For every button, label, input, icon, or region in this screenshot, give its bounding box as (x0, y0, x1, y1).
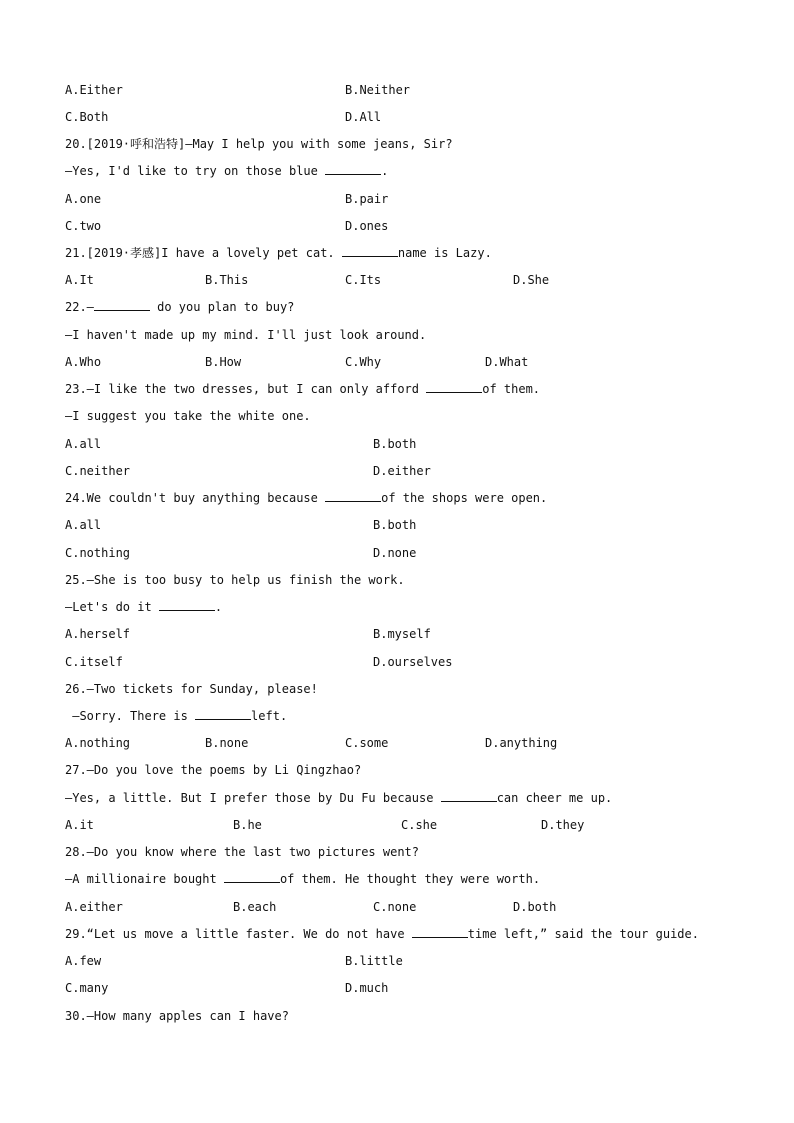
q26-reply (65, 708, 287, 724)
q28-option-a: A.either (65, 900, 123, 914)
q21-option-a: A.It (65, 273, 94, 287)
q20-option-b: B.pair (345, 192, 389, 206)
q20-option-c: C.two (65, 219, 102, 233)
q24-option-a: A.all (65, 518, 102, 532)
q23-option-c: C.neither (65, 464, 131, 478)
q23-stem-post: of them. (482, 382, 541, 396)
q19-option-c: C.Both (65, 110, 109, 124)
q25-option-b: B.myself (373, 627, 431, 641)
answer-blank (426, 381, 482, 393)
q26-option-a: A.nothing (65, 736, 131, 750)
q28-reply-post: of them. He thought they were worth. (279, 872, 541, 886)
q27-stem: 27.—Do you love the poems by Li Qingzhao? (65, 763, 362, 777)
q26-reply-pre: —Sorry. There is (65, 709, 196, 723)
q24-option-d: D.none (373, 546, 417, 560)
q26-option-d: D.anything (485, 736, 558, 750)
q22-option-b: B.How (205, 355, 242, 369)
answer-blank (195, 708, 251, 720)
q20-option-d: D.ones (345, 219, 389, 233)
q29-option-d: D.much (345, 981, 389, 995)
q21-stem-pre: 21.[2019·孝感]I have a lovely pet cat. (65, 246, 342, 260)
q19-option-d: D.All (345, 110, 382, 124)
q25-option-c: C.itself (65, 655, 123, 669)
q20-option-a: A.one (65, 192, 102, 206)
q29-stem (65, 926, 699, 942)
q24-option-b: B.both (373, 518, 417, 532)
q23-stem-pre: 23.—I like the two dresses, but I can only afford (65, 382, 427, 396)
answer-blank (412, 926, 468, 938)
q23-option-b: B.both (373, 437, 417, 451)
q27-option-d: D.they (541, 818, 585, 832)
q20-reply-post: . (381, 164, 389, 178)
q28-option-c: C.none (373, 900, 417, 914)
q28-reply (65, 871, 540, 887)
q21-option-c: C.Its (345, 273, 382, 287)
q23-option-d: D.either (373, 464, 431, 478)
q27-option-b: B.he (233, 818, 262, 832)
q22-stem-pre: 22.— (65, 300, 94, 314)
q22-option-a: A.Who (65, 355, 102, 369)
q21-option-b: B.This (205, 273, 249, 287)
answer-blank (325, 490, 381, 502)
q24-option-c: C.nothing (65, 546, 131, 560)
q27-option-c: C.she (401, 818, 438, 832)
answer-blank (159, 599, 215, 611)
q23-reply: —I suggest you take the white one. (65, 409, 311, 423)
q29-stem-pre: 29.“Let us move a little faster. We do not have (65, 927, 412, 941)
q22-stem (65, 299, 294, 315)
answer-blank (94, 299, 150, 311)
q25-stem: 25.—She is too busy to help us finish the work. (65, 573, 405, 587)
answer-blank (224, 871, 280, 883)
q21-stem (65, 245, 492, 261)
q25-option-a: A.herself (65, 627, 131, 641)
q28-stem: 28.—Do you know where the last two pictures went? (65, 845, 420, 859)
answer-blank (441, 790, 497, 802)
q22-reply: —I haven't made up my mind. I'll just look around. (65, 328, 427, 342)
q29-option-c: C.many (65, 981, 109, 995)
q20-reply-pre: —Yes, I'd like to try on those blue (65, 164, 326, 178)
q26-reply-post: left. (251, 709, 288, 723)
q26-option-b: B.none (205, 736, 249, 750)
q25-reply (65, 599, 222, 615)
q30-stem: 30.—How many apples can I have? (65, 1009, 289, 1023)
q23-option-a: A.all (65, 437, 102, 451)
q29-stem-post: time left,” said the tour guide. (467, 927, 699, 941)
q27-reply (65, 790, 612, 806)
q25-option-d: D.ourselves (373, 655, 453, 669)
q27-reply-post: can cheer me up. (496, 791, 613, 805)
q22-option-d: D.What (485, 355, 529, 369)
q28-option-b: B.each (233, 900, 277, 914)
q24-stem-pre: 24.We couldn't buy anything because (65, 491, 326, 505)
answer-blank (325, 163, 381, 175)
q20-reply (65, 163, 388, 179)
answer-blank (342, 245, 398, 257)
q27-option-a: A.it (65, 818, 94, 832)
q28-option-d: D.both (513, 900, 557, 914)
q25-reply-post: . (214, 600, 223, 614)
q25-reply-pre: —Let's do it (65, 600, 159, 614)
q29-option-b: B.little (345, 954, 403, 968)
q21-stem-post: name is Lazy. (397, 246, 492, 260)
q19-option-a: A.Either (65, 83, 123, 97)
q20-stem: 20.[2019·呼和浩特]—May I help you with some jeans, Sir? (65, 137, 453, 151)
q28-reply-pre: —A millionaire bought (65, 872, 224, 886)
q23-stem (65, 381, 540, 397)
q19-option-b: B.Neither (345, 83, 411, 97)
q27-reply-pre: —Yes, a little. But I prefer those by Du Fu because (65, 791, 441, 805)
q29-option-a: A.few (65, 954, 102, 968)
q24-stem-post: of the shops were open. (381, 491, 548, 505)
q22-option-c: C.Why (345, 355, 382, 369)
q26-stem: 26.—Two tickets for Sunday, please! (65, 682, 318, 696)
q24-stem (65, 490, 547, 506)
q26-option-c: C.some (345, 736, 389, 750)
q21-option-d: D.She (513, 273, 550, 287)
q22-stem-post: do you plan to buy? (149, 300, 295, 314)
